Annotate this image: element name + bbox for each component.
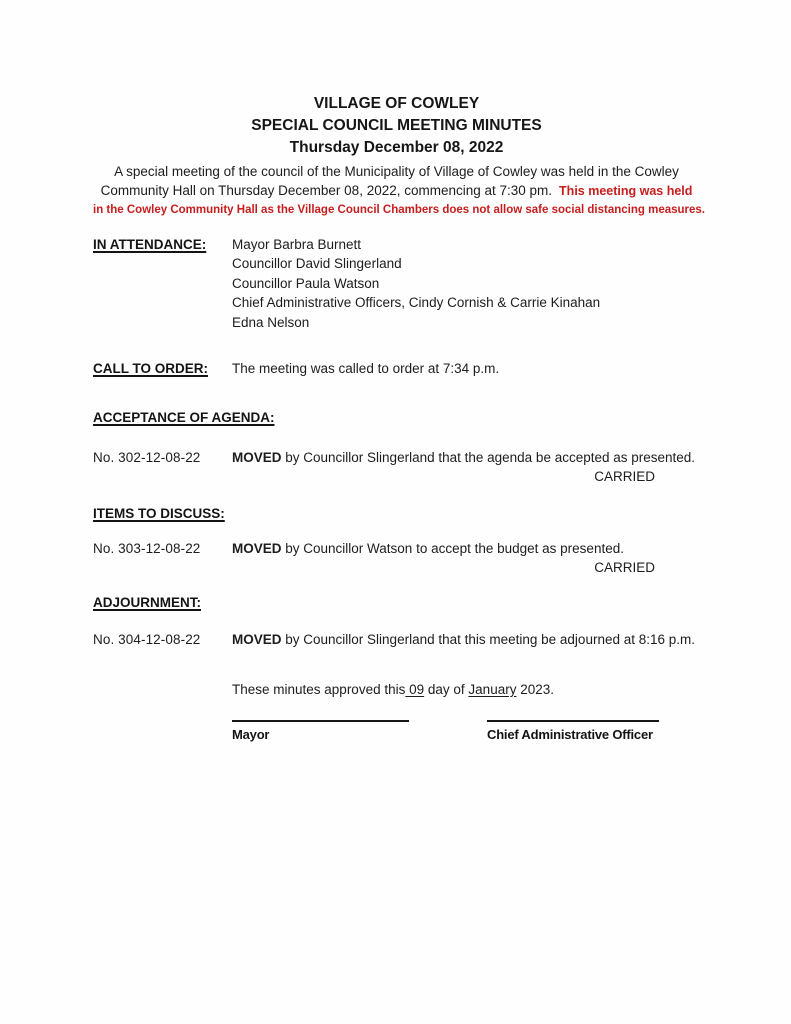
moved-keyword: MOVED <box>232 449 282 465</box>
motion-number: No. 304-12-08-22 <box>93 632 201 648</box>
cao-signature <box>487 720 659 744</box>
approval-prefix: These minutes approved this <box>232 681 406 697</box>
motion-text-rest: by Councillor Slingerland that the agenda be accepted as presented. <box>281 449 696 465</box>
attendee: Councillor David Slingerland <box>232 256 402 272</box>
meeting-date: Thursday December 08, 2022 <box>289 139 504 156</box>
approval-month: January <box>468 681 517 697</box>
approval-day: 09 <box>405 681 425 697</box>
agenda-section-heading: ACCEPTANCE OF AGENDA: <box>93 410 275 426</box>
attendance-label: IN ATTENDANCE: <box>93 237 207 252</box>
motion-text <box>232 539 700 558</box>
motion-body <box>232 630 700 649</box>
intro-line-2 <box>93 181 700 201</box>
items-section-heading: ITEMS TO DISCUSS: <box>93 505 225 521</box>
mayor-signature-label: Mayor <box>232 727 270 743</box>
covid-note-continued: in the Cowley Community Hall as the Village Council Chambers does not allow safe social distancing measures. <box>93 204 706 216</box>
motion-303 <box>93 539 700 578</box>
mayor-signature <box>232 720 409 744</box>
approval-statement <box>232 680 700 699</box>
motion-body <box>232 448 700 487</box>
intro-line-1 <box>93 162 700 181</box>
adjournment-section-heading: ADJOURNMENT: <box>93 594 201 610</box>
intro-text: A special meeting of the council of the Municipality of Village of Cowley was held in the Cowley <box>114 164 679 179</box>
org-title: VILLAGE OF COWLEY <box>313 95 480 112</box>
attendee: Councillor Paula Watson <box>232 275 380 291</box>
call-to-order-label: CALL TO ORDER: <box>93 361 209 377</box>
motion-text <box>232 448 700 467</box>
attendee: Mayor Barbra Burnett <box>232 237 362 252</box>
motion-text-rest: by Councillor Watson to accept the budget as presented. <box>281 541 624 557</box>
motion-number: No. 302-12-08-22 <box>93 449 201 465</box>
approval-suffix: 2023. <box>516 681 554 697</box>
motion-302 <box>93 448 700 487</box>
intro-text: Community Hall on Thursday December 08, 2022, commencing at 7:30 pm. <box>100 183 553 198</box>
motion-body <box>232 539 700 578</box>
document-header <box>93 93 700 159</box>
attendance-section <box>93 235 700 332</box>
call-to-order-text: The meeting was called to order at 7:34 p.m. <box>232 361 500 377</box>
motion-result: CARRIED <box>594 560 655 576</box>
cao-signature-label: Chief Administrative Officer <box>487 727 653 743</box>
call-to-order-section <box>93 359 700 378</box>
motion-number: No. 303-12-08-22 <box>93 541 201 557</box>
intro-paragraph <box>93 162 706 219</box>
covid-note-start: This meeting was held <box>559 184 693 198</box>
attendee: Chief Administrative Officers, Cindy Cornish & Carrie Kinahan <box>232 295 601 311</box>
moved-keyword: MOVED <box>232 541 282 557</box>
approval-middle: day of <box>424 681 469 697</box>
document-title: SPECIAL COUNCIL MEETING MINUTES <box>251 117 542 134</box>
attendee-list <box>232 235 700 332</box>
motion-304 <box>93 630 700 649</box>
moved-keyword: MOVED <box>232 632 282 648</box>
signature-block <box>232 720 700 744</box>
attendee: Edna Nelson <box>232 314 310 330</box>
motion-result: CARRIED <box>594 469 655 485</box>
motion-text-rest: by Councillor Slingerland that this meeting be adjourned at 8:16 p.m. <box>281 632 696 648</box>
motion-text <box>232 630 700 649</box>
